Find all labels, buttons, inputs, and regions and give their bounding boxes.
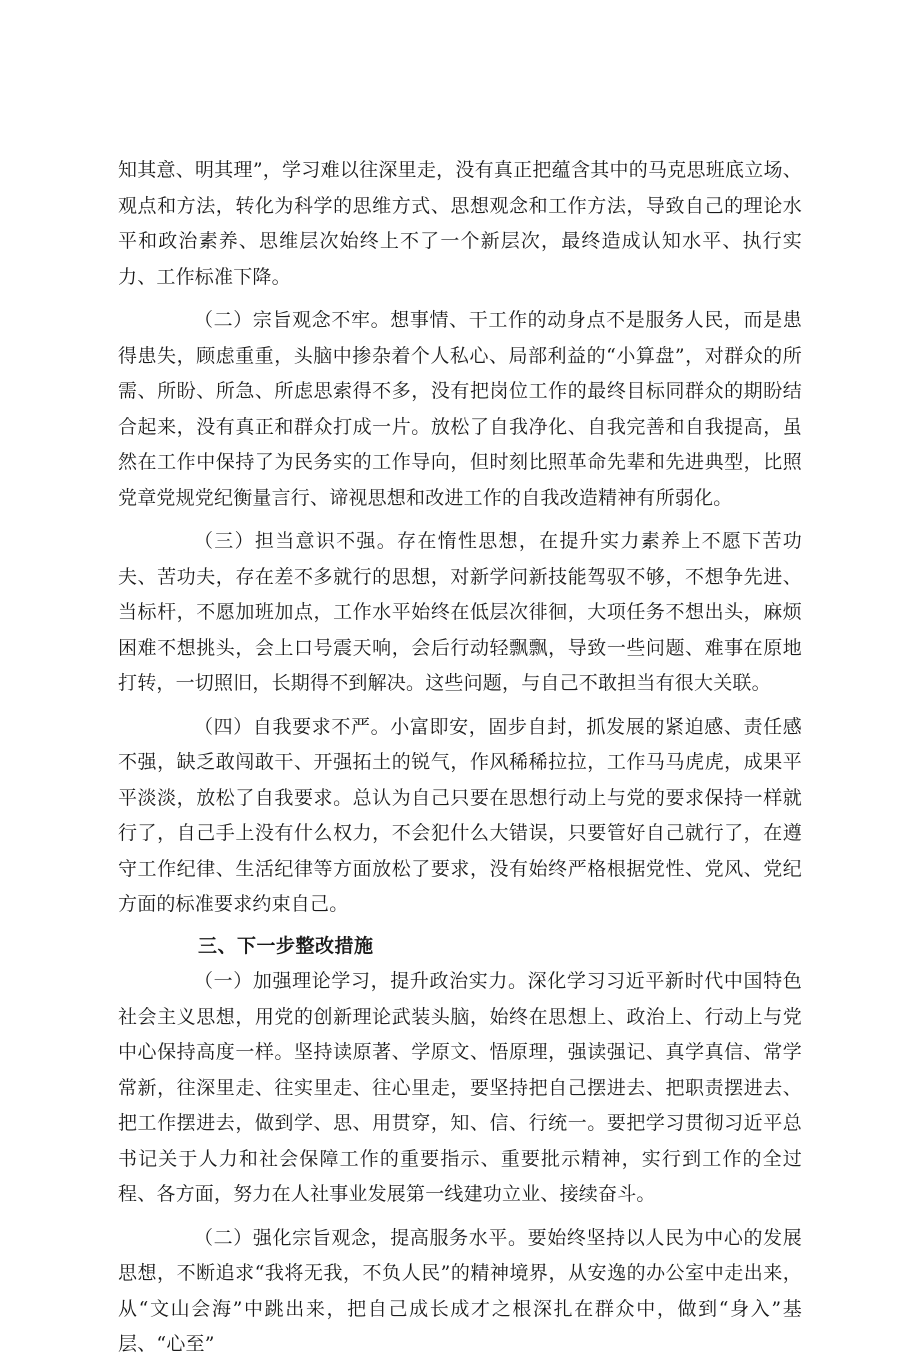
- paragraph-measure-theory-study: （一）加强理论学习，提升政治实力。深化学习习近平新时代中国特色社会主义思想，用党的创新理论武装头脑，始终在思想上、政治上、行动上与党中心保持高度一样。坚持读原著、学原文、悟原理，强读强记、真学真信、常学常新，往深里走、往实里走、往心里走，要坚持把自己摆进去、把职责摆进去、把工作摆进去，做到学、思、用贯穿，知、信、行统一。要把学习贯彻习近平总书记关于人力和社会保障工作的重要指示、重要批示精神，实行到工作的全过程、各方面，努力在人社事业发展第一线建功立业、接续奋斗。: [118, 970, 802, 1205]
- paragraph-self-discipline: （四）自我要求不严。小富即安，固步自封，抓发展的紧迫感、责任感不强，缺乏敢闯敢干、开强拓土的锐气，作风稀稀拉拉，工作马马虎虎，成果平平淡淡，放松了自我要求。总认为自己只要在思想行动上与党的要求保持一样就行了，自己手上没有什么权力，不会犯什么大错误，只要管好自己就行了，在遵守工作纪律、生活纪律等方面放松了要求，没有始终严格根据党性、党风、党纪方面的标准要求约束自己。: [118, 715, 802, 915]
- section-heading: 三、下一步整改措施: [198, 934, 374, 957]
- paragraph-measure-service: （二）强化宗旨观念，提高服务水平。要始终坚持以人民为中心的发展思想，不断追求“我将无我，不负人民”的精神境界，从安逸的办公室中走出来，从“文山会海”中跳出来，把自己成长成才之根深扎在群众中，做到“身入”基层、“心至”: [118, 1226, 802, 1355]
- paragraph-continuation: 知其意、明其理”，学习难以往深里走，没有真正把蕴含其中的马克思班底立场、观点和方法，转化为科学的思维方式、思想观念和工作方法，导致自己的理论水平和政治素养、思维层次始终上不了一个新层次，最终造成认知水平、执行实力、工作标准下降。: [118, 159, 802, 288]
- paragraph-responsibility: （三）担当意识不强。存在惰性思想，在提升实力素养上不愿下苦功夫、苦功夫，存在差不多就行的思想，对新学问新技能驾驭不够，不想争先进、当标杆，不愿加班加点，工作水平始终在低层次徘徊，大项任务不想出头，麻烦困难不想挑头，会上口号震天响，会后行动轻飘飘，导致一些问题、难事在原地打转，一切照旧，长期得不到解决。这些问题，与自己不敢担当有很大关联。: [118, 530, 802, 694]
- paragraph-purpose-concept: （二）宗旨观念不牢。想事情、干工作的动身点不是服务人民，而是患得患失，顾虑重重，头脑中掺杂着个人私心、局部利益的“小算盘”，对群众的所需、所盼、所急、所虑思索得不多，没有把岗位工作的最终目标同群众的期盼结合起来，没有真正和群众打成一片。放松了自我净化、自我完善和自我提高，虽然在工作中保持了为民务实的工作导向，但时刻比照革命先辈和先进典型，比照党章党规党纪衡量言行、谛视思想和改进工作的自我改造精神有所弱化。: [118, 309, 802, 509]
